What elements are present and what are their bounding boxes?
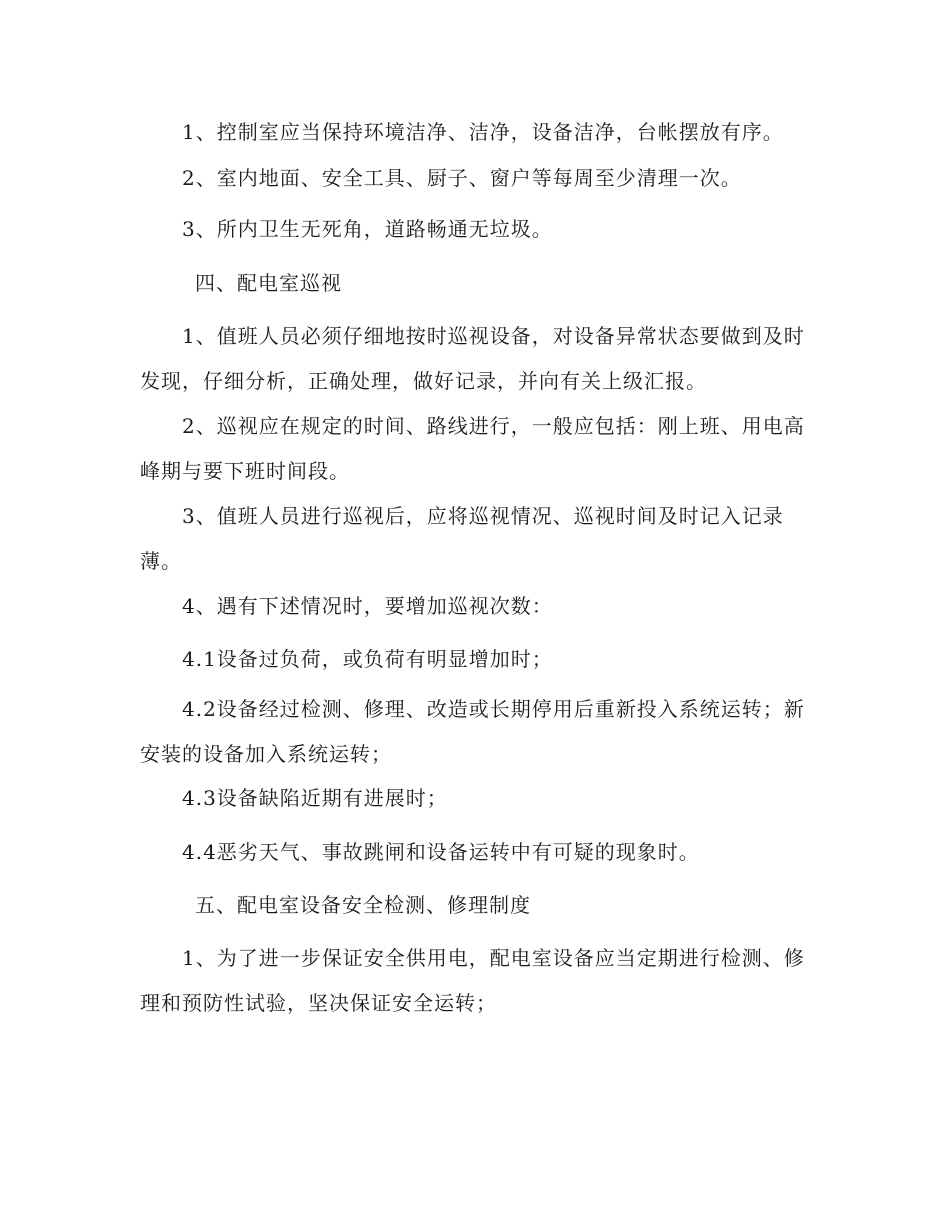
paragraph-maintenance-policy: 1、为了进一步保证安全供用电，配电室设备应当定期进行检测、修理和预防性试验，坚决保证安全运转； bbox=[140, 946, 805, 1015]
paragraph-duty-inspection: 1、值班人员必须仔细地按时巡视设备，对设备异常状态要做到及时发现，仔细分析，正确处理，做好记录，并向有关上级汇报。 bbox=[140, 324, 805, 393]
paragraph-weekly-cleaning: 2、室内地面、安全工具、厨子、窗户等每周至少清理一次。 bbox=[182, 166, 742, 190]
paragraph-item-4-2: 4.2设备经过检测、修理、改造或长期停用后重新投入系统运转；新安装的设备加入系统运转； bbox=[140, 697, 805, 766]
paragraph-inspection-schedule: 2、巡视应在规定的时间、路线进行，一般应包括：刚上班、用电高峰期与要下班时间段。 bbox=[140, 414, 805, 483]
paragraph-control-room-clean: 1、控制室应当保持环境洁净、洁净，设备洁净，台帐摆放有序。 bbox=[182, 120, 784, 144]
section-heading-inspection: 四、配电室巡视 bbox=[195, 271, 342, 295]
paragraph-hygiene: 3、所内卫生无死角，道路畅通无垃圾。 bbox=[182, 217, 553, 241]
paragraph-item-4-1: 4.1设备过负荷，或负荷有明显增加时； bbox=[182, 647, 553, 671]
section-heading-maintenance: 五、配电室设备安全检测、修理制度 bbox=[195, 893, 531, 917]
paragraph-item-4-4: 4.4恶劣天气、事故跳闸和设备运转中有可疑的现象时。 bbox=[182, 840, 700, 864]
paragraph-increase-inspection: 4、遇有下述情况时，要增加巡视次数： bbox=[182, 594, 553, 618]
paragraph-item-4-3: 4.3设备缺陷近期有进展时； bbox=[182, 786, 448, 810]
paragraph-inspection-record: 3、值班人员进行巡视后，应将巡视情况、巡视时间及时记入记录薄。 bbox=[140, 504, 784, 573]
